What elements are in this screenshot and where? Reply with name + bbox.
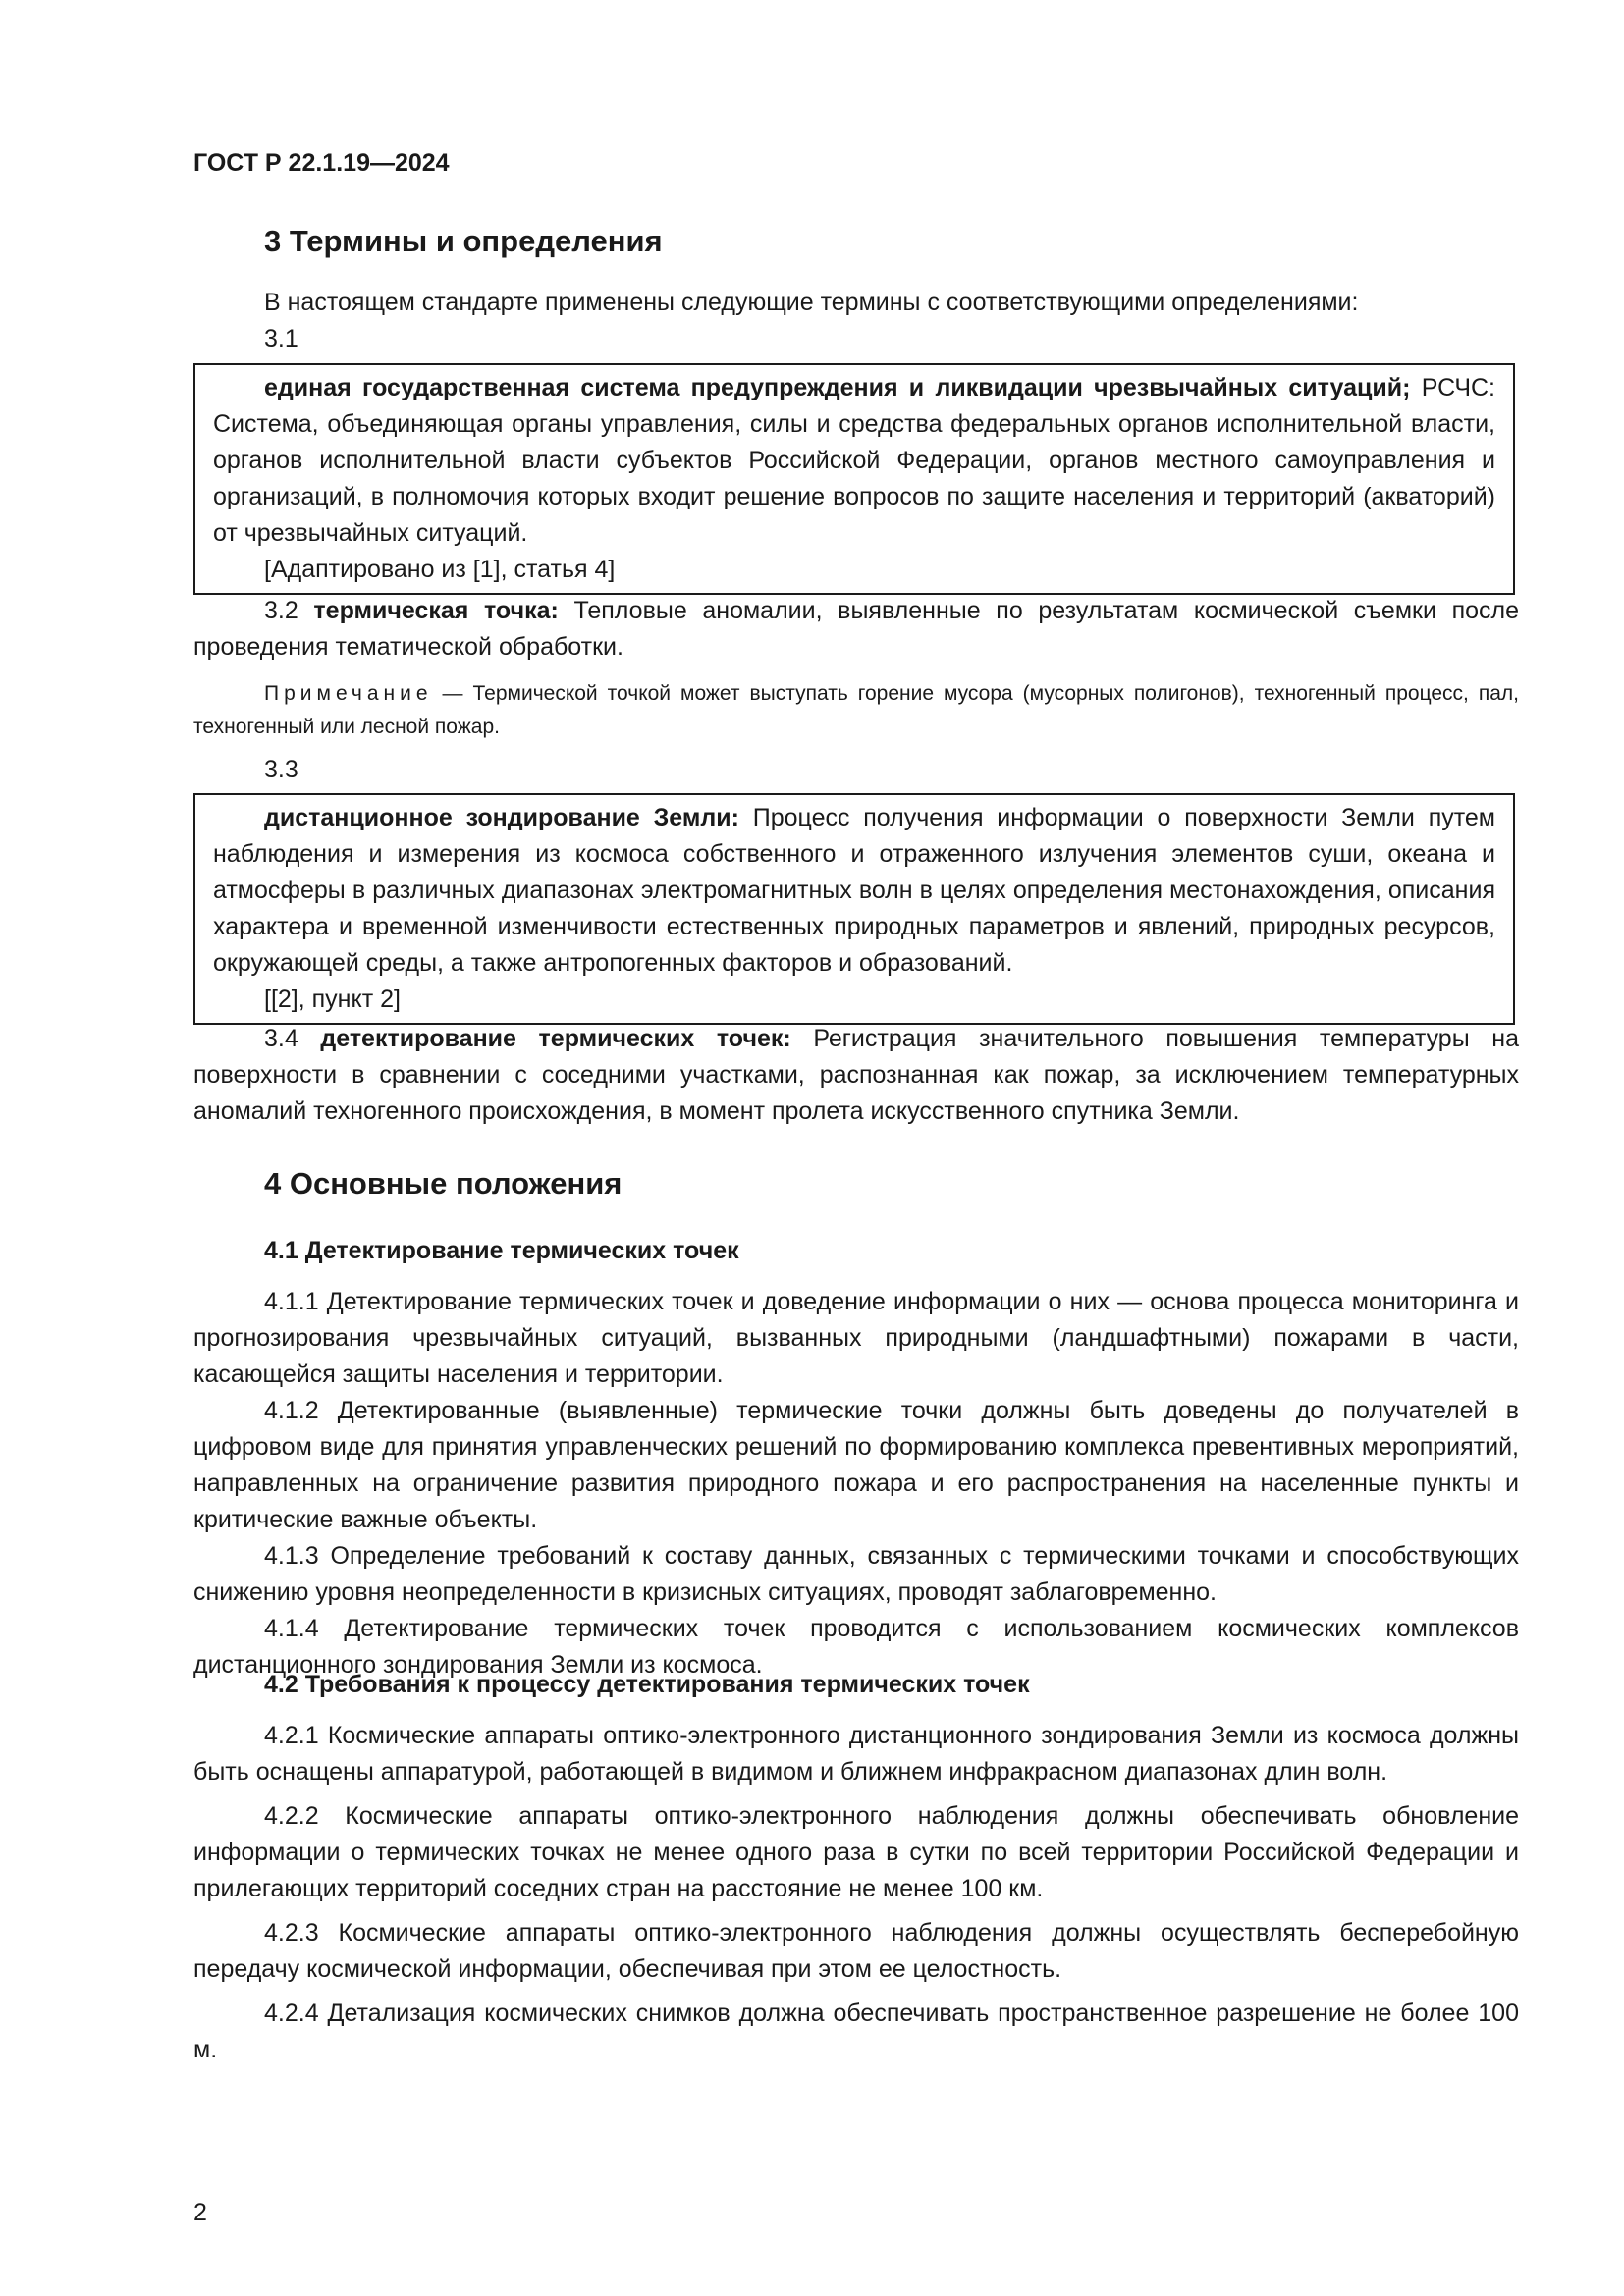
term-3-4-definition: Регистрация значительного повышения температуры на поверхности в сравнении с соседними участками, распознанная как пожар, за исключением температурных аномалий техногенного происхождения, в момент пролета искусственного спутника Земли. [193, 1025, 1519, 1125]
term-3-4-number: 3.4 [264, 1025, 298, 1052]
term-3-4-term: детектирование термических точек: [320, 1025, 791, 1052]
document-id: ГОСТ Р 22.1.19—2024 [193, 149, 450, 177]
section-4-title: 4 Основные положения [264, 1166, 623, 1201]
term-3-4 [193, 1021, 1519, 1130]
term-3-2-number: 3.2 [264, 597, 298, 624]
term-3-1-text [213, 370, 1495, 552]
clause-4-1-1: 4.1.1 Детектирование термических точек и доведение информации о них — основа процесса мониторинга и прогнозирования чрезвычайных ситуаций, вызванных природными (ландшафтными) пожарами в части, касающейся защиты населения и территории. [193, 1288, 1519, 1388]
term-3-3-source: [[2], пункт 2] [264, 986, 401, 1013]
term-3-3-number: 3.3 [264, 756, 298, 783]
term-3-2-definition: Тепловые аномалии, выявленные по результатам космической съемки после проведения тематической обработки. [193, 597, 1520, 661]
clause-4-2-1: 4.2.1 Космические аппараты оптико-электронного дистанционного зондирования Земли из космоса должны быть оснащены аппаратурой, работающей в видимом и ближнем инфракрасном диапазонах длин волн. [193, 1722, 1519, 1786]
clause-4-2-2: 4.2.2 Космические аппараты оптико-электронного наблюдения должны обеспечивать обновление информации о термических точках не менее одного раза в сутки по всей территории Российской Федерации и прилегающих территорий соседних стран на расстояние не менее 100 км. [193, 1802, 1519, 1902]
term-3-3-box [193, 793, 1515, 1025]
clause-4-1-4: 4.1.4 Детектирование термических точек проводится с использованием космических комплексов дистанционного зондирования Земли из космоса. [193, 1615, 1519, 1679]
term-3-1-number: 3.1 [264, 325, 298, 352]
term-3-3-definition: Процесс получения информации о поверхности Земли путем наблюдения и измерения из космоса собственного и отраженного излучения элементов суши, океана и атмосферы в различных диапазонах электромагнитных волн в целях определения местонахождения, описания характера и временной изменчивости естественных природных параметров и явлений, природных ресурсов, окружающей среды, а также антропогенных факторов и образований. [213, 804, 1495, 977]
section-3-intro: В настоящем стандарте применены следующие термины с соответствующими определениями: [264, 289, 1359, 316]
note-text: — Термической точкой может выступать горение мусора (мусорных полигонов), техногенный процесс, пал, техногенный или лесной пожар. [193, 682, 1519, 738]
term-3-3-term: дистанционное зондирование Земли: [264, 804, 739, 831]
note-3-2 [193, 677, 1519, 744]
term-3-1-source: [Адаптировано из [1], статья 4] [264, 556, 616, 583]
clause-4-2-4: 4.2.4 Детализация космических снимков должна обеспечивать пространственное разрешение не более 100 м. [193, 2000, 1519, 2063]
section-3-title: 3 Термины и определения [264, 224, 663, 258]
subsection-4-1-title: 4.1 Детектирование термических точек [264, 1237, 739, 1264]
term-3-1-abbr: РСЧС: [1410, 374, 1495, 401]
term-3-2-term: термическая точка: [313, 597, 559, 624]
subsection-4-2-body [193, 1718, 1519, 2068]
term-3-3-text [213, 800, 1495, 982]
clause-4-1-2: 4.1.2 Детектированные (выявленные) термические точки должны быть доведены до получателей в цифровом виде для принятия управленческих решений по формированию комплекса превентивных мероприятий, направленных на ограничение развития природного пожара и его распространения на населенные пункты и критические важные объекты. [193, 1397, 1519, 1533]
subsection-4-1-body [193, 1284, 1519, 1683]
clause-4-1-3: 4.1.3 Определение требований к составу данных, связанных с термическими точками и способствующих снижению уровня неопределенности в кризисных ситуациях, проводят заблаговременно. [193, 1542, 1519, 1606]
term-3-1-definition: Система, объединяющая органы управления, силы и средства федеральных органов исполнительной власти, органов исполнительной власти субъектов Российской Федерации, органов местного самоуправления и организаций, в полномочия которых входит решение вопросов по защите населения и территорий (акваторий) от чрезвычайных ситуаций. [213, 410, 1495, 547]
term-3-2 [193, 593, 1519, 666]
clause-4-2-3: 4.2.3 Космические аппараты оптико-электронного наблюдения должны осуществлять бесперебойную передачу космической информации, обеспечивая при этом ее целостность. [193, 1919, 1519, 1983]
page-number: 2 [193, 2199, 207, 2226]
note-label: Примечание [264, 682, 433, 705]
term-3-1-term: единая государственная система предупреждения и ликвидации чрезвычайных ситуаций; [264, 374, 1411, 401]
term-3-1-box [193, 363, 1515, 595]
subsection-4-2-title: 4.2 Требования к процессу детектирования термических точек [264, 1671, 1030, 1698]
